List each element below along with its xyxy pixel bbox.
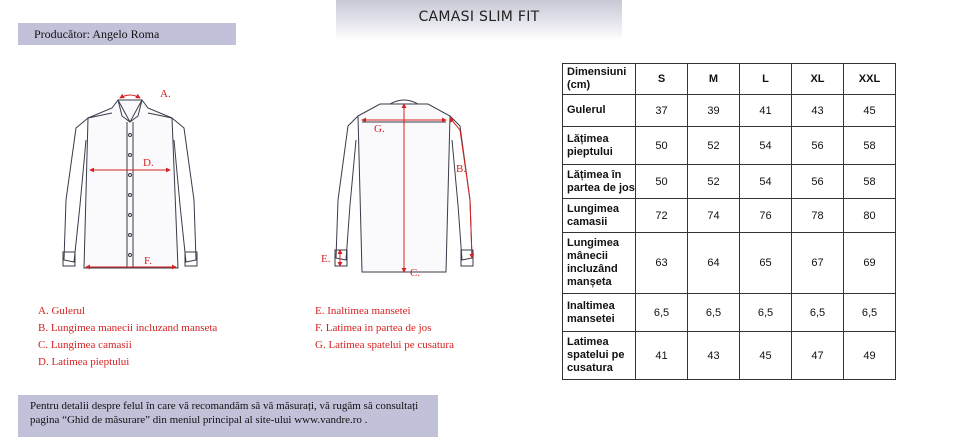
table-cell: 72	[636, 199, 688, 233]
table-cell: 6,5	[792, 294, 844, 332]
size-table	[562, 63, 896, 380]
table-row	[563, 294, 896, 332]
table-header-label: Dimensiuni (cm)	[563, 64, 636, 95]
back-marker-b: B.	[456, 163, 467, 175]
table-cell: 45	[740, 332, 792, 380]
producer-label: Producător: Angelo Roma	[18, 23, 236, 45]
table-cell: 50	[636, 127, 688, 165]
table-cell: 69	[844, 233, 896, 294]
front-marker-a: A.	[160, 88, 171, 100]
table-cell: 67	[792, 233, 844, 294]
table-cell: 39	[688, 95, 740, 127]
legend-item: F. Latimea in partea de jos	[315, 322, 432, 334]
front-marker-d: D.	[143, 157, 154, 169]
table-row	[563, 199, 896, 233]
front-shirt	[63, 100, 197, 268]
table-cell: 6,5	[844, 294, 896, 332]
size-header: L	[740, 64, 792, 95]
table-cell: 65	[740, 233, 792, 294]
table-row	[563, 165, 896, 199]
row-label: Lățimea în partea de jos	[563, 165, 636, 199]
table-cell: 63	[636, 233, 688, 294]
size-header: XL	[792, 64, 844, 95]
table-cell: 6,5	[636, 294, 688, 332]
table-cell: 54	[740, 165, 792, 199]
table-cell: 54	[740, 127, 792, 165]
table-cell: 50	[636, 165, 688, 199]
table-cell: 78	[792, 199, 844, 233]
footer-note	[18, 395, 438, 437]
row-label: Lungimea mânecii incluzând manșeta	[563, 233, 636, 294]
table-cell: 47	[792, 332, 844, 380]
table-cell: 52	[688, 165, 740, 199]
footer-line: Pentru detalii despre felul în care vă recomandăm să vă măsurați, vă rugăm să consultați	[30, 400, 419, 412]
table-row	[563, 127, 896, 165]
footer-line: pagina “Ghid de măsurare” din meniul principal al site-ului www.vandre.ro .	[30, 413, 368, 426]
legend-item: G. Latimea spatelui pe cusatura	[315, 339, 454, 351]
size-header: XXL	[844, 64, 896, 95]
table-cell: 37	[636, 95, 688, 127]
legend-right	[315, 303, 454, 354]
table-cell: 43	[688, 332, 740, 380]
shirt-diagrams	[0, 70, 500, 285]
size-header: S	[636, 64, 688, 95]
table-cell: 6,5	[688, 294, 740, 332]
table-cell: 52	[688, 127, 740, 165]
row-label: Lățimea pieptului	[563, 127, 636, 165]
back-marker-e: E.	[321, 253, 331, 265]
table-cell: 80	[844, 199, 896, 233]
table-cell: 58	[844, 127, 896, 165]
table-cell: 56	[792, 127, 844, 165]
table-cell: 6,5	[740, 294, 792, 332]
back-marker-g: G.	[374, 123, 385, 135]
table-row	[563, 332, 896, 380]
row-label: Latimea spatelui pe cusatura	[563, 332, 636, 380]
table-row	[563, 95, 896, 127]
legend-item: A. Gulerul	[38, 305, 86, 317]
table-cell: 49	[844, 332, 896, 380]
table-cell: 45	[844, 95, 896, 127]
table-cell: 56	[792, 165, 844, 199]
front-marker-f: F.	[144, 255, 152, 267]
table-cell: 41	[740, 95, 792, 127]
table-cell: 41	[636, 332, 688, 380]
table-cell: 43	[792, 95, 844, 127]
legend-item: C. Lungimea camasii	[38, 339, 132, 351]
table-header-row	[563, 64, 896, 95]
table-row	[563, 233, 896, 294]
legend-left	[38, 303, 217, 371]
legend-item: E. Inaltimea mansetei	[315, 305, 411, 317]
table-cell: 58	[844, 165, 896, 199]
table-cell: 76	[740, 199, 792, 233]
table-cell: 74	[688, 199, 740, 233]
row-label: Gulerul	[563, 95, 636, 127]
legend-item: B. Lungimea manecii incluzand manseta	[38, 322, 218, 334]
size-header: M	[688, 64, 740, 95]
back-marker-c: C.	[410, 267, 421, 279]
legend-item: D. Latimea pieptului	[38, 356, 130, 368]
row-label: Inaltimea mansetei	[563, 294, 636, 332]
table-cell: 64	[688, 233, 740, 294]
page-title: CAMASI SLIM FIT	[418, 9, 540, 25]
row-label: Lungimea camasii	[563, 199, 636, 233]
